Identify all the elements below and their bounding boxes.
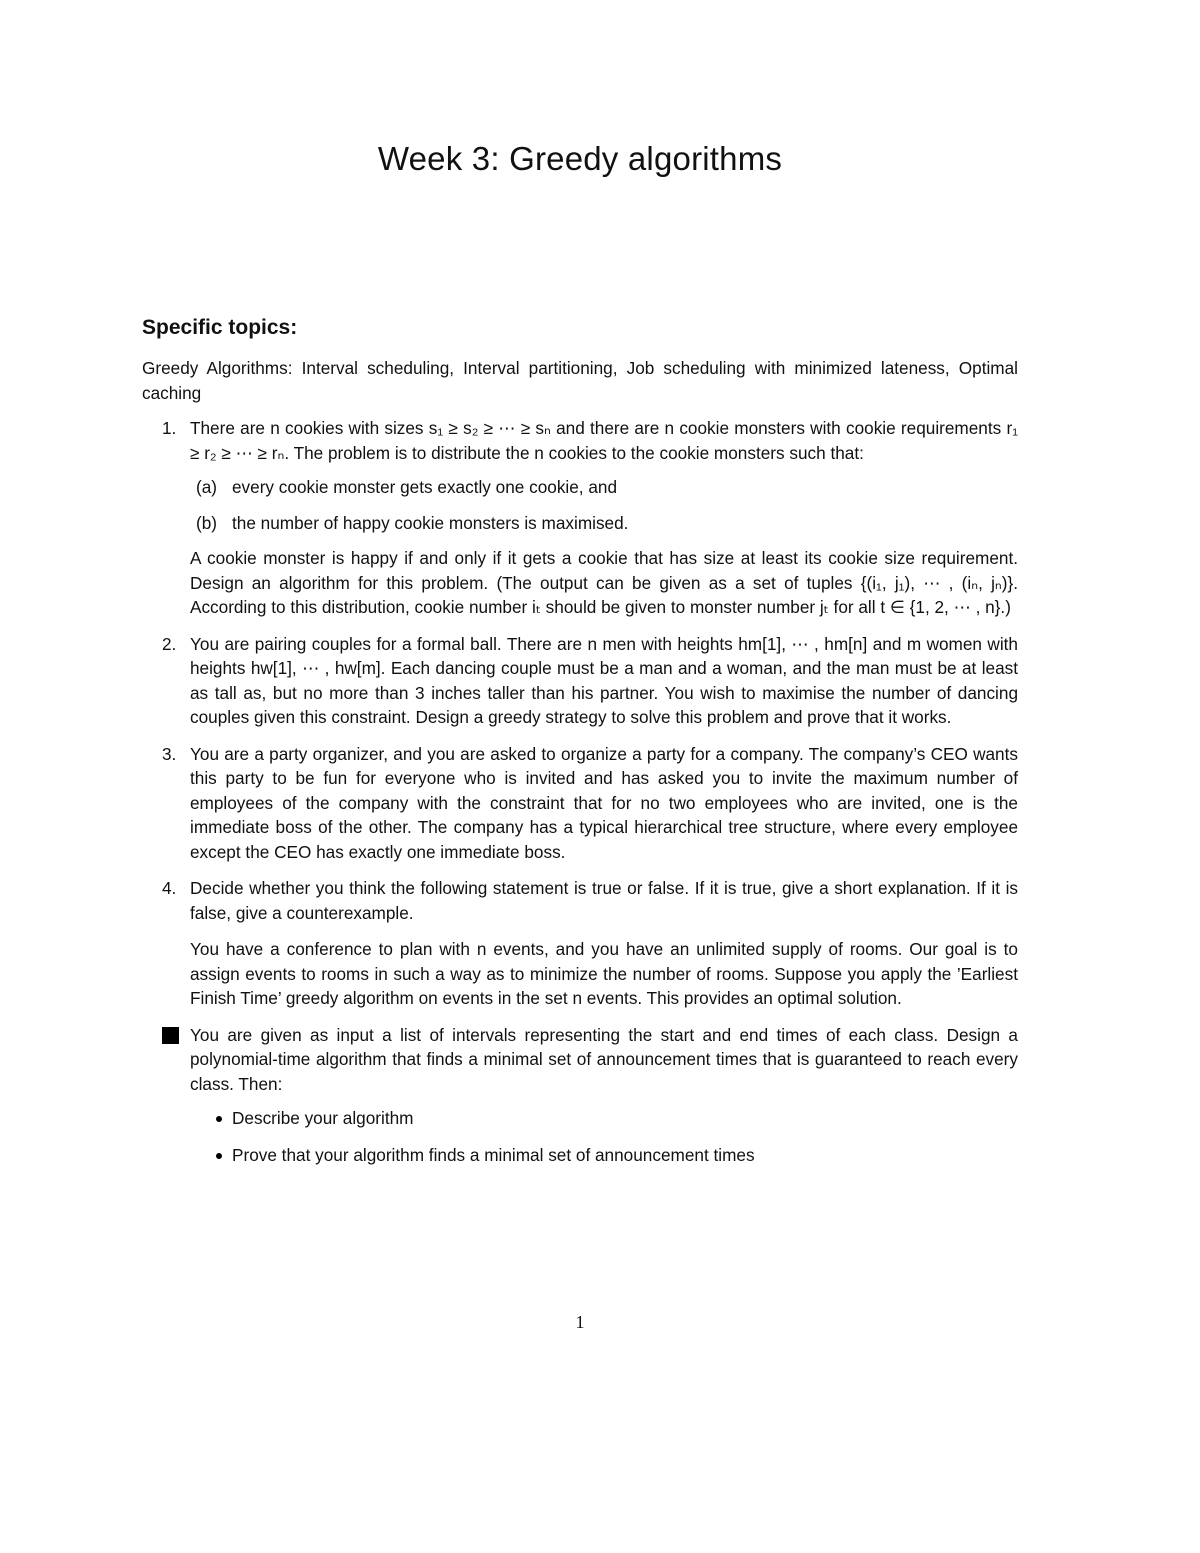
page-number: 1 (575, 1312, 585, 1332)
bullet-item (190, 1143, 1018, 1168)
problem-item-5 (142, 1023, 1018, 1168)
sub-item-label: (b) (196, 512, 218, 533)
problem-number: 3. (162, 743, 177, 764)
problem-number: 4. (162, 878, 177, 898)
problem-item-4 (142, 876, 1018, 1011)
problem-followup: You have a conference to plan with n events, and you have an unlimited supply of rooms. Our goal is to assign events to rooms in such a way as to minimize the number of rooms. Suppose you apply the ’Earliest Finish Time’ greedy algorithm on events in the set n events. This provides an optimal solution. (190, 939, 1018, 1008)
problem-text: There are n cookies with sizes s₁ ≥ s₂ ≥ ⋯ ≥ sₙ and there are n cookie monsters with cookie requirements r₁ ≥ r₂ ≥ ⋯ ≥ rₙ. The problem is to distribute the n cookies to the cookie monsters such that: (190, 418, 1018, 463)
bullet-icon (216, 1116, 222, 1122)
bullet-item (190, 1106, 1018, 1131)
problem-text: Decide whether you think the following statement is true or false. If it is true, give a short explanation. If it is false, give a counterexample. (190, 878, 1018, 923)
problem-item-2 (142, 632, 1018, 730)
problem-number: 1. (162, 418, 177, 438)
problem-list (142, 416, 1018, 1167)
problem-item-3 (142, 742, 1018, 865)
sub-item (190, 511, 1018, 536)
sub-item-label: (a) (196, 477, 218, 497)
section-heading: Specific topics: (142, 316, 298, 339)
sub-list (190, 475, 1018, 535)
bullet-icon (216, 1153, 222, 1159)
sub-item-text: every cookie monster gets exactly one cookie, and (232, 477, 618, 497)
topics-intro: Greedy Algorithms: Interval scheduling, Interval partitioning, Job scheduling with minimized lateness, Optimal caching (142, 358, 1018, 403)
bullet-text: Prove that your algorithm finds a minimal set of announcement times (232, 1144, 755, 1165)
bullet-list (190, 1106, 1018, 1167)
problem-followup: A cookie monster is happy if and only if it gets a cookie that has size at least its cookie size requirement. Design an algorithm for this problem. (The output can be given as a set of tuples {(i₁, j₁), ⋯ , (iₙ, jₙ)}. According to this distribution, cookie number iₜ should be given to monster number jₜ for all t ∈ {1, 2, ⋯ , n}.) (190, 548, 1018, 617)
page-title: Week 3: Greedy algorithms (377, 140, 783, 177)
problem-text: You are given as input a list of intervals representing the start and end times of each class. Design a polynomial-time algorithm that finds a minimal set of announcement times that is guaranteed to reach every class. Then: (190, 1024, 1018, 1094)
sub-item (190, 475, 1018, 500)
sub-item-text: the number of happy cookie monsters is maximised. (232, 512, 629, 533)
filled-square-icon (162, 1027, 179, 1044)
problem-text: You are pairing couples for a formal ball. There are n men with heights hm[1], ⋯ , hm[n] and m women with heights hw[1], ⋯ , hw[m]. Each dancing couple must be a man and a woman, and the man must be at least as tall as, but no more than 3 inches taller than his partner. You wish to maximise the number of dancing couples given this constraint. Design a greedy strategy to solve this problem and prove that it works. (190, 633, 1018, 727)
bullet-text: Describe your algorithm (232, 1108, 414, 1128)
problem-number: 2. (162, 633, 177, 654)
problem-item-1 (142, 416, 1018, 620)
document-body (142, 356, 1018, 1179)
problem-text: You are a party organizer, and you are asked to organize a party for a company. The company’s CEO wants this party to be fun for everyone who is invited and has asked you to invite the maximum number of employees of the company with the constraint that for no two employees who are invited, one is the immediate boss of the other. The company has a typical hierarchical tree structure, where every employee except the CEO has exactly one immediate boss. (190, 743, 1018, 862)
